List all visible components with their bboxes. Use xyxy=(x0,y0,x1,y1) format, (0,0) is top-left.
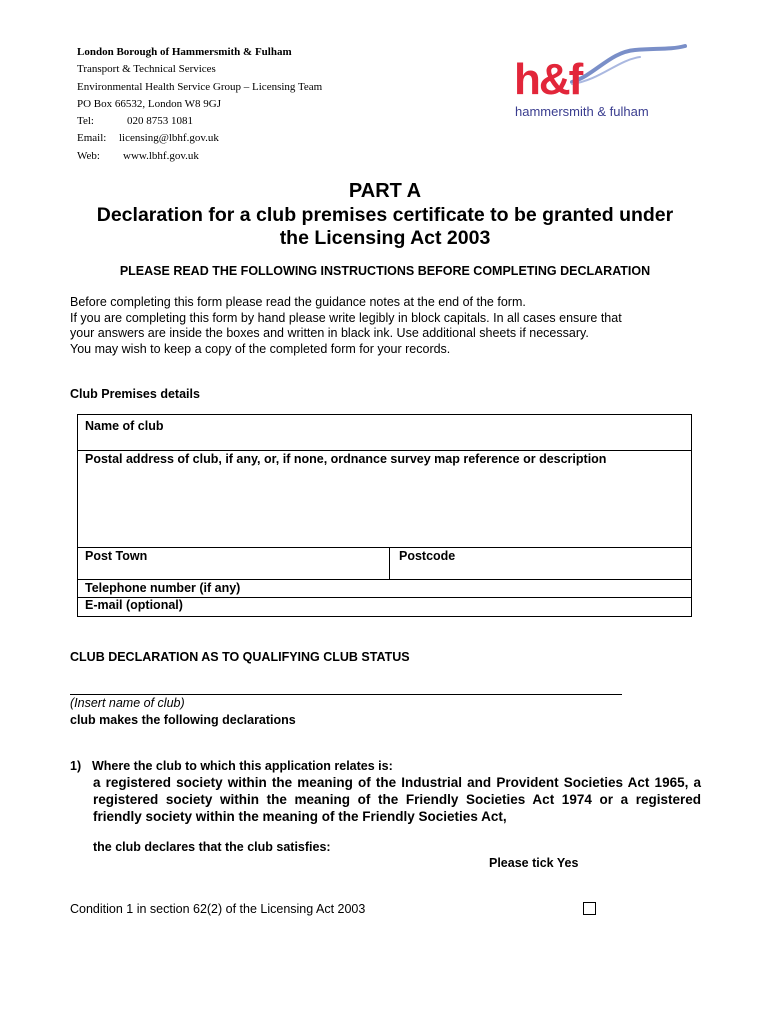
tick-yes-label: Please tick Yes xyxy=(489,856,579,870)
form-title-line1: Declaration for a club premises certificate to be granted under xyxy=(96,204,674,226)
instructions-heading: PLEASE READ THE FOLLOWING INSTRUCTIONS BEFORE COMPLETING DECLARATION xyxy=(119,264,651,278)
satisfies-text: the club declares that the club satisfies: xyxy=(93,840,331,854)
instruction-line: Before completing this form please read the guidance notes at the end of the form. xyxy=(70,295,526,309)
telephone-row xyxy=(77,113,322,130)
form-title xyxy=(0,204,770,250)
postcode-field[interactable] xyxy=(390,548,691,579)
club-premises-form xyxy=(77,414,692,617)
council-header xyxy=(77,44,322,165)
form-title-line2: the Licensing Act 2003 xyxy=(279,227,491,249)
postcode-label: Postcode xyxy=(399,549,456,563)
logo-mark: h&f xyxy=(514,55,582,104)
club-name-line[interactable] xyxy=(70,694,622,695)
club-premises-heading: Club Premises details xyxy=(70,387,200,401)
declaration-heading: CLUB DECLARATION AS TO QUALIFYING CLUB STATUS xyxy=(70,650,410,664)
group-name: Environmental Health Service Group – Licensing Team xyxy=(77,80,323,93)
condition-1-checkbox[interactable] xyxy=(583,902,596,915)
web-label: Web: xyxy=(77,149,100,162)
condition-1-text: Condition 1 in section 62(2) of the Licensing Act 2003 xyxy=(70,902,366,916)
email-link[interactable]: licensing@lbhf.gov.uk xyxy=(119,132,219,145)
organisation-name: London Borough of Hammersmith & Fulham xyxy=(77,46,292,58)
web-row xyxy=(77,148,322,165)
part-title: PART A xyxy=(348,180,422,202)
logo-text: hammersmith & fulham xyxy=(515,104,649,119)
question-number: 1) xyxy=(70,759,82,773)
town-postcode-row xyxy=(78,548,691,580)
web-link[interactable]: www.lbhf.gov.uk xyxy=(123,149,199,162)
insert-name-hint: (Insert name of club) xyxy=(70,696,185,710)
club-name-label: Name of club xyxy=(85,419,164,433)
email-field[interactable] xyxy=(78,598,691,616)
instruction-line: your answers are inside the boxes and written in black ink. Use additional sheets if necessary. xyxy=(70,326,589,341)
question-1-body: a registered society within the meaning of the Industrial and Provident Societies Act 1965, a registered society within the meaning of the Friendly Societies Act 1974 or a registered friendly society within the meaning of the Friendly Societies Act, xyxy=(93,775,701,824)
telephone-label: Telephone number (if any) xyxy=(85,581,241,595)
telephone-label: Tel: xyxy=(77,115,94,128)
postal-address: PO Box 66532, London W8 9GJ xyxy=(77,97,222,110)
department-name: Transport & Technical Services xyxy=(77,63,216,76)
declarations-intro: club makes the following declarations xyxy=(70,713,296,727)
question-text: Where the club to which this application relates is: xyxy=(92,759,393,773)
telephone-field[interactable] xyxy=(78,580,691,598)
telephone-value: 020 8753 1081 xyxy=(127,115,193,128)
post-town-label: Post Town xyxy=(85,549,148,563)
email-optional-label: E-mail (optional) xyxy=(85,598,183,612)
instructions-text xyxy=(70,295,710,357)
postal-address-label: Postal address of club, if any, or, if none, ordnance survey map reference or description xyxy=(85,452,607,466)
post-town-field[interactable] xyxy=(78,548,389,579)
email-row xyxy=(77,130,322,147)
instruction-line: You may wish to keep a copy of the completed form for your records. xyxy=(70,341,451,356)
email-label: Email: xyxy=(77,132,107,145)
club-name-field[interactable] xyxy=(78,415,691,451)
postal-address-field[interactable] xyxy=(78,451,691,548)
instruction-line: If you are completing this form by hand please write legibly in block capitals. In all cases ensure that xyxy=(70,310,622,325)
hf-logo xyxy=(510,40,690,125)
question-1 xyxy=(70,759,393,773)
